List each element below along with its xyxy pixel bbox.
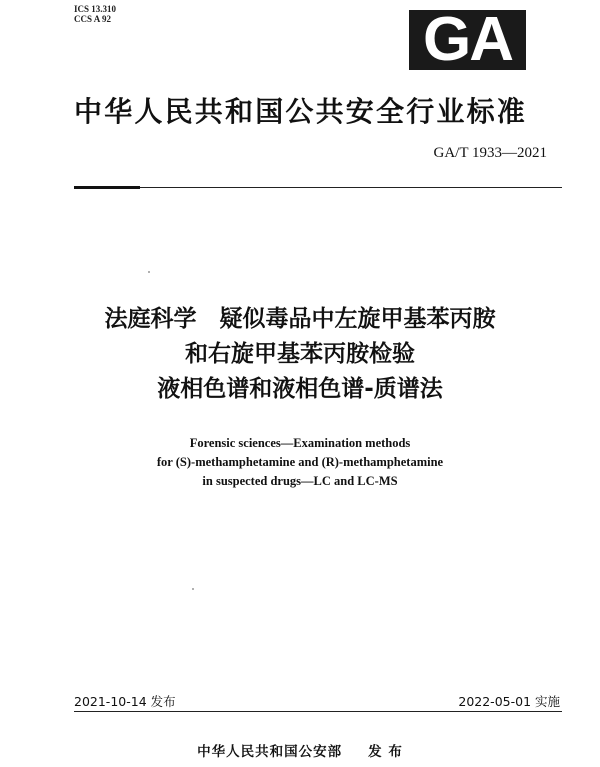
- english-title-line-3: in suspected drugs—LC and LC-MS: [202, 474, 398, 488]
- implementation-date: 2022-05-01 实施: [458, 694, 560, 709]
- chinese-title-line-3: 液相色谱和液相色谱-质谱法: [157, 376, 443, 402]
- ics-code: ICS 13.310: [74, 4, 117, 14]
- issuer-name: 中华人民共和国公安部: [197, 744, 343, 760]
- standard-category-title: 中华人民共和国公共安全行业标准: [74, 95, 528, 128]
- chinese-title-line-2: 和右旋甲基苯丙胺检验: [185, 341, 415, 367]
- english-title-line-2: for (S)-methamphetamine and (R)-methamphetamine: [156, 455, 444, 469]
- english-title-line-1: Forensic sciences—Examination methods: [189, 436, 411, 450]
- ga-logo: GA: [409, 10, 526, 70]
- issue-label: 发 布: [368, 744, 403, 760]
- footer-divider: [74, 711, 562, 712]
- issuing-authority: [0, 740, 600, 760]
- header-divider-accent: [74, 186, 140, 189]
- english-title: [0, 434, 600, 491]
- scan-speck: [148, 271, 150, 273]
- header-divider: [74, 187, 562, 188]
- standard-number: GA/T 1933—2021: [433, 145, 547, 161]
- issue-date: 2021-10-14 发布: [74, 694, 176, 709]
- classification-codes: [74, 4, 116, 24]
- scan-speck: [192, 588, 194, 590]
- ccs-code: CCS A 92: [74, 14, 112, 24]
- chinese-title-line-1: 法庭科学 疑似毒品中左旋甲基苯丙胺: [104, 306, 496, 332]
